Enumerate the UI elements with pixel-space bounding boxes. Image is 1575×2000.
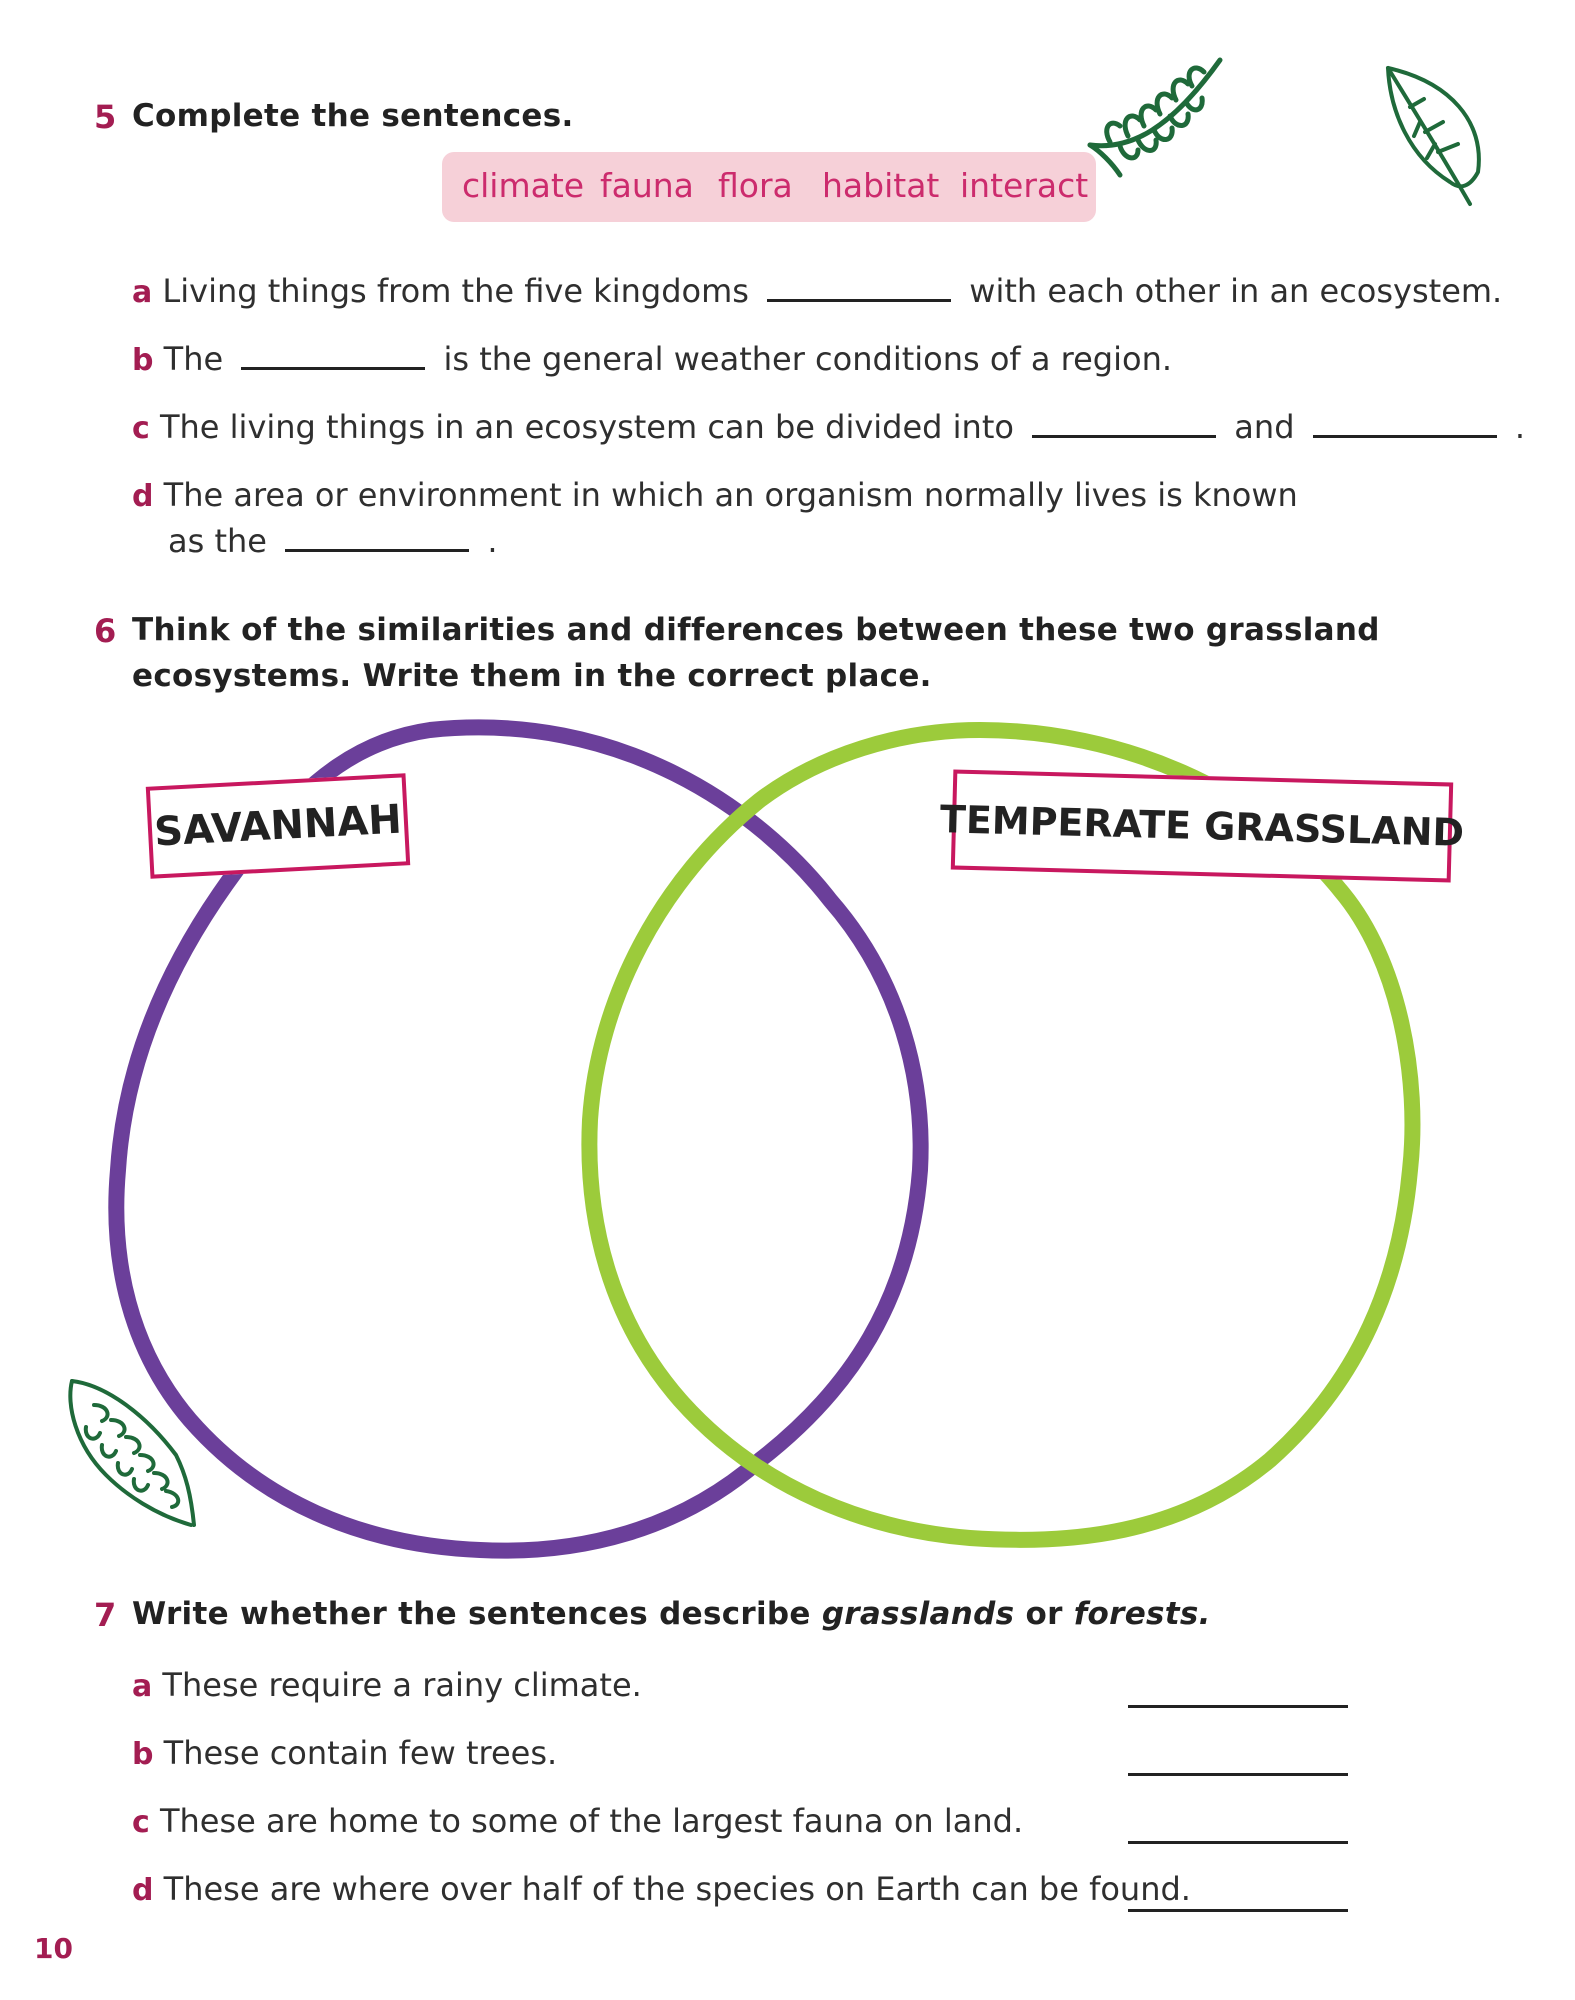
q5-sentence-c (132, 408, 1525, 446)
item-letter: a (132, 1669, 153, 1704)
sentence-text: as the (168, 522, 267, 560)
answer-line[interactable] (1128, 1908, 1348, 1912)
q7-sentence-d (132, 1870, 1191, 1908)
question-5-number: 5 (94, 98, 117, 136)
answer-line[interactable] (1128, 1840, 1348, 1844)
sentence-text: is the general weather conditions of a region. (443, 340, 1173, 378)
sentence-text: . (1514, 408, 1526, 446)
q5-sentence-b (132, 340, 1172, 378)
question-7-number: 7 (94, 1596, 117, 1634)
word-bank-item: flora (718, 166, 793, 205)
question-6-number: 6 (94, 612, 117, 650)
word-bank-item: habitat (822, 166, 940, 205)
q5-sentence-a (132, 272, 1502, 310)
question-6-instruction-line2: ecosystems. Write them in the correct place. (132, 658, 932, 694)
sentence-text: These contain few trees. (163, 1734, 558, 1772)
sentence-text: These are where over half of the species on Earth can be found. (163, 1870, 1191, 1908)
answer-blank[interactable] (1313, 434, 1497, 438)
q7-sentence-a (132, 1666, 642, 1704)
item-letter: a (132, 275, 153, 310)
fern-icon (1080, 50, 1240, 180)
q7-sentence-b (132, 1734, 557, 1772)
leaf-icon (1380, 62, 1490, 212)
answer-line[interactable] (1128, 1772, 1348, 1776)
sentence-text: These require a rainy climate. (162, 1666, 642, 1704)
question-6-instruction: Think of the similarities and differences between these two grassland (132, 612, 1380, 648)
q7-sentence-c (132, 1802, 1023, 1840)
savannah-label: SAVANNAH (146, 773, 410, 878)
page-number: 10 (34, 1932, 73, 1965)
q5-sentence-d (132, 476, 1298, 514)
sentence-text: The living things in an ecosystem can be divided into (159, 408, 1014, 446)
temperate-grassland-label: TEMPERATE GRASSLAND (951, 769, 1453, 882)
word-bank-item: fauna (600, 166, 694, 205)
item-letter: d (132, 479, 154, 514)
word-bank-item: interact (960, 166, 1089, 205)
question-5-instruction: Complete the sentences. (132, 98, 574, 134)
answer-blank[interactable] (285, 548, 469, 552)
sentence-text: . (487, 522, 498, 560)
answer-blank[interactable] (1032, 434, 1216, 438)
item-letter: b (132, 343, 154, 378)
sentence-text: These are home to some of the largest fauna on land. (159, 1802, 1024, 1840)
answer-blank[interactable] (241, 366, 425, 370)
item-letter: c (132, 411, 150, 446)
term-forests: forests. (1073, 1596, 1211, 1632)
sentence-text: The area or environment in which an organism normally lives is known (163, 476, 1298, 514)
item-letter: b (132, 1737, 154, 1772)
q5-sentence-d-line2 (168, 522, 497, 560)
item-letter: d (132, 1873, 154, 1908)
instruction-text: or (1025, 1596, 1063, 1632)
sentence-text: The (163, 340, 224, 378)
term-grasslands: grasslands (821, 1596, 1015, 1632)
instruction-text: Write whether the sentences describe (132, 1596, 811, 1632)
answer-line[interactable] (1128, 1704, 1348, 1708)
word-bank (442, 152, 1096, 222)
sentence-text: and (1234, 408, 1295, 446)
item-letter: c (132, 1805, 150, 1840)
sentence-text: Living things from the five kingdoms (162, 272, 749, 310)
sentence-text: with each other in an ecosystem. (969, 272, 1503, 310)
question-7-instruction (132, 1596, 1211, 1632)
answer-blank[interactable] (767, 298, 951, 302)
word-bank-item: climate (462, 166, 585, 205)
